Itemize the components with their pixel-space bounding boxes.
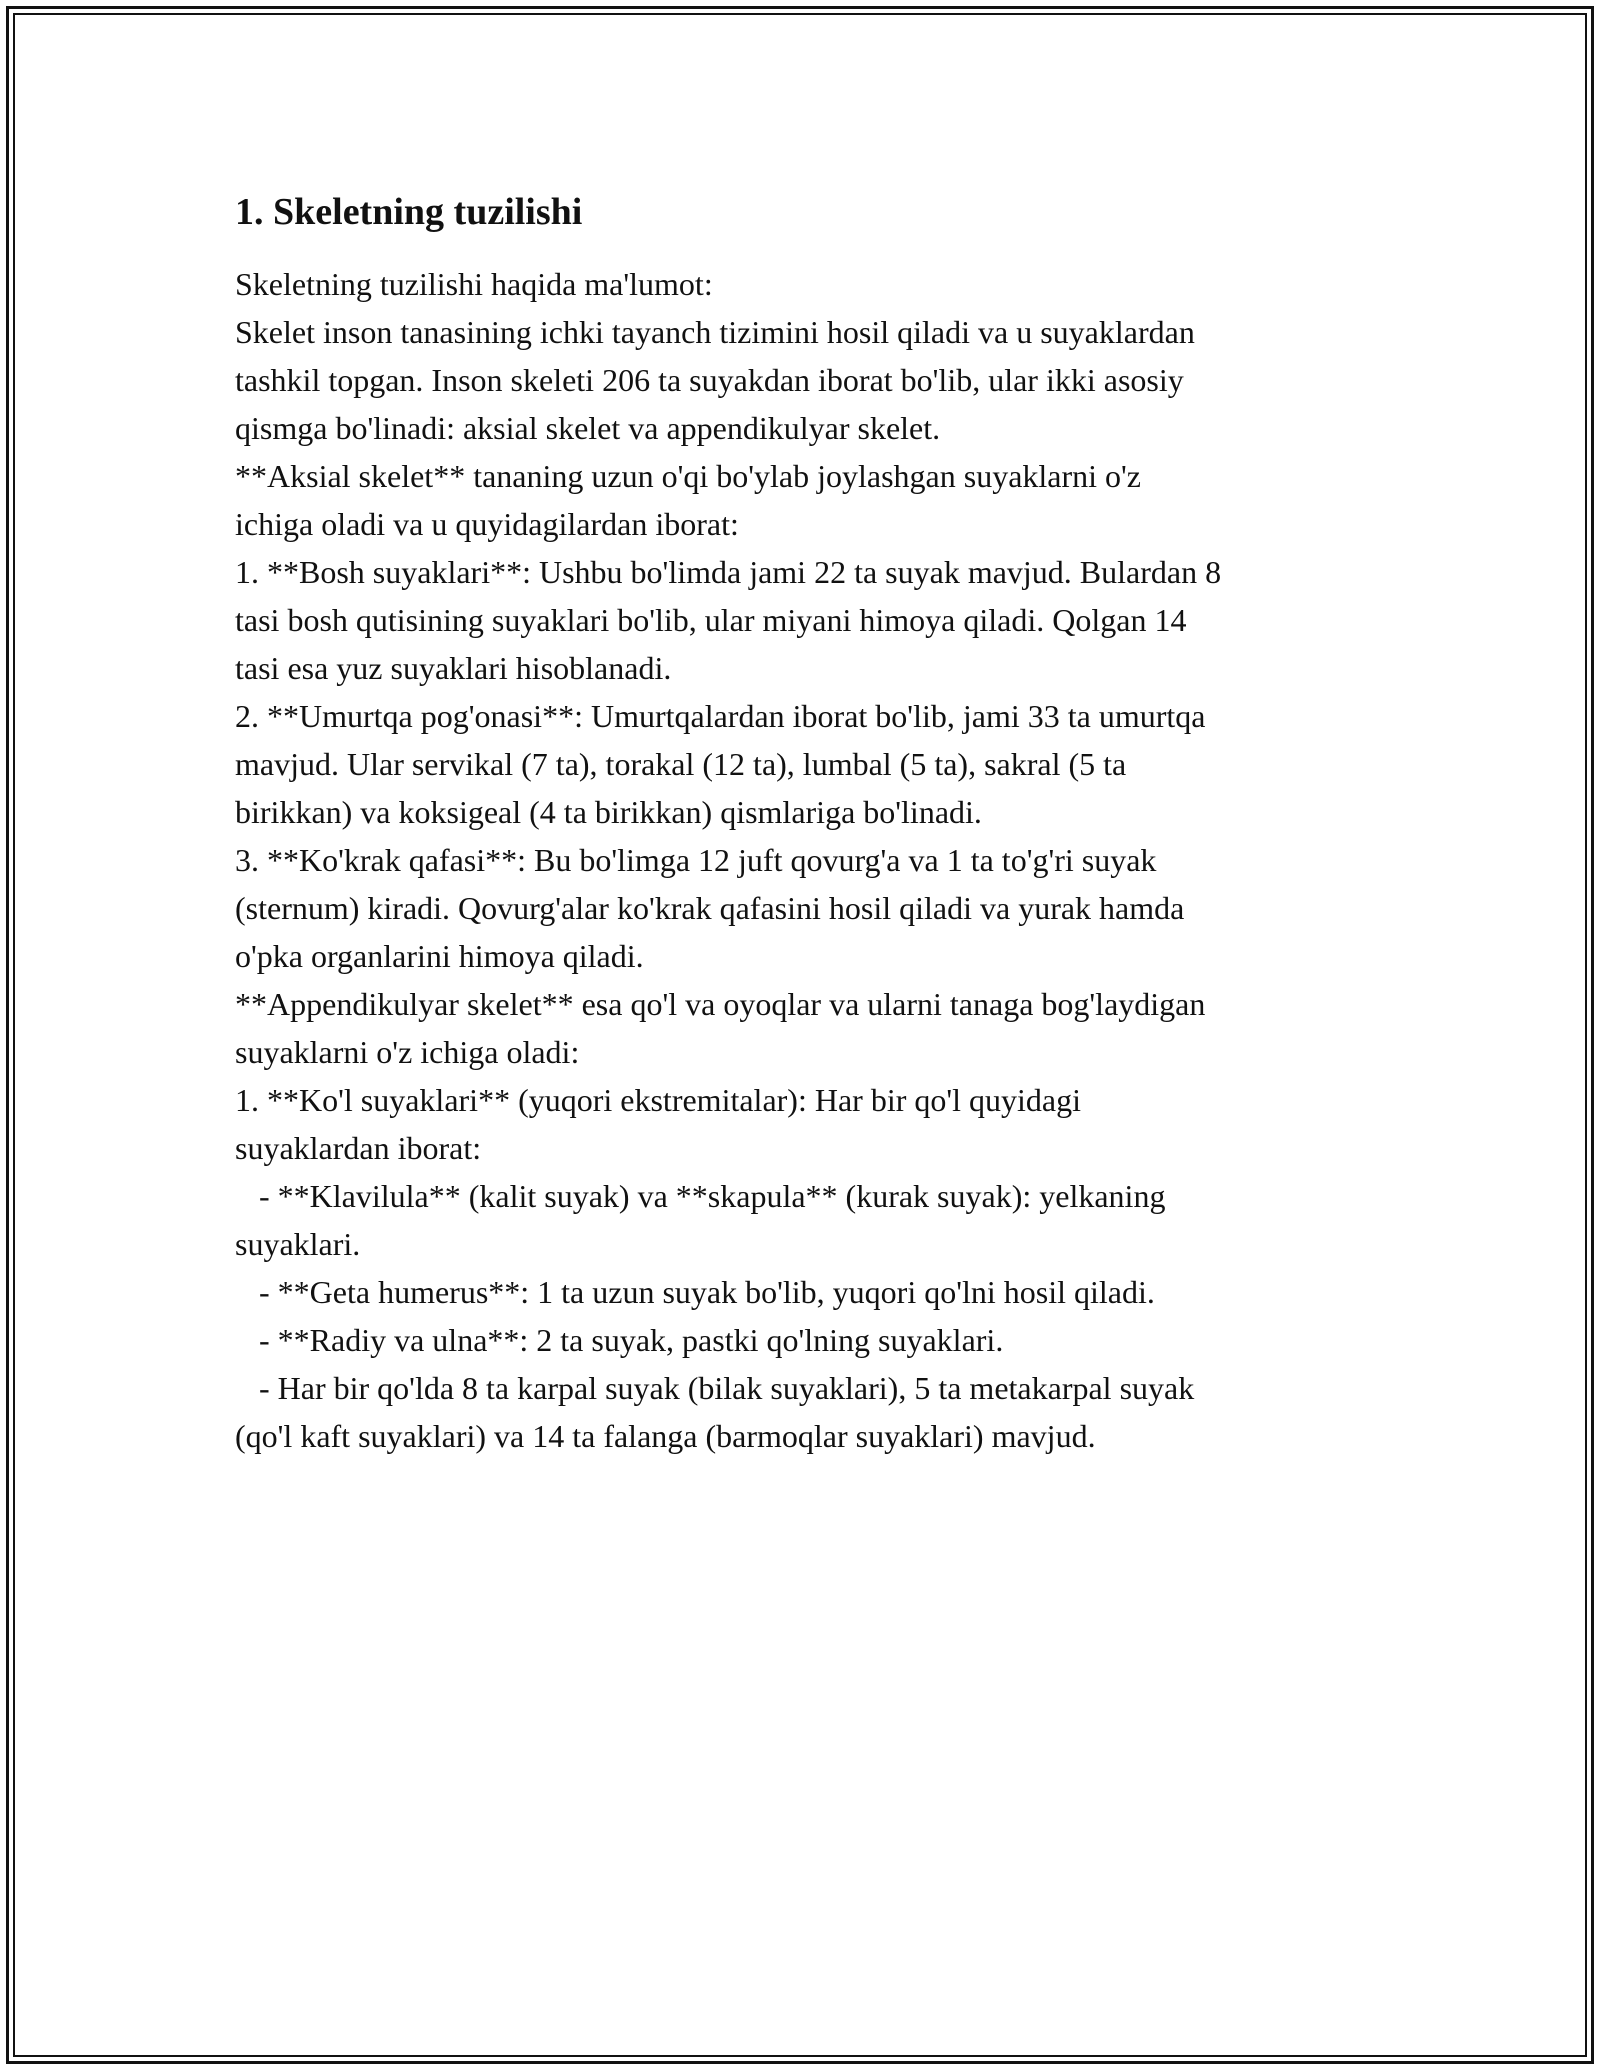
appendicular-skeleton-paragraph: **Appendikulyar skelet** esa qo'l va oyoqlar va ularni tanaga bog'laydigan suyaklarni o'z ichiga oladi: bbox=[235, 986, 1206, 1070]
arm-bones-paragraph: 1. **Ko'l suyaklari** (yuqori ekstremitalar): Har bir qo'l quyidagi suyaklardan iborat: - **Klavilula** (kalit suyak) va **skapula** (kurak suyak): yelkaning suyaklari. - **Geta humerus**: 1 ta uzun suyak bo'lib, yuqori qo'lni hosil qiladi. - **Radiy va ulna**: 2 ta suyak, pastki qo'lning suyaklari. - Har bir qo'lda 8 ta karpal suyak (bilak suyaklari), 5 ta metakarpal suyak (qo'l kaft suyaklari) va 14 ta falanga (barmoqlar suyaklari) mavjud. bbox=[235, 1082, 1195, 1454]
document-body bbox=[235, 186, 1375, 1460]
skeleton-overview-paragraph: Skelet inson tanasining ichki tayanch tizimini hosil qiladi va u suyaklardan tashkil topgan. Inson skeleti 206 ta suyakdan iborat bo'lib, ular ikki asosiy qismga bo'linadi: aksial skelet va appendikulyar skelet. bbox=[235, 314, 1195, 446]
spine-paragraph: 2. **Umurtqa pog'onasi**: Umurtqalardan iborat bo'lib, jami 33 ta umurtqa mavjud. Ular servikal (7 ta), torakal (12 ta), lumbal (5 ta), sakral (5 ta birikkan) va koksigeal (4 ta birikkan) qismlariga bo'linadi. bbox=[235, 698, 1206, 830]
intro-line: Skeletning tuzilishi haqida ma'lumot: bbox=[235, 266, 713, 302]
skull-bones-paragraph: 1. **Bosh suyaklari**: Ushbu bo'limda jami 22 ta suyak mavjud. Bulardan 8 tasi bosh qutisining suyaklari bo'lib, ular miyani himoya qiladi. Qolgan 14 tasi esa yuz suyaklari hisoblanadi. bbox=[235, 554, 1222, 686]
axial-skeleton-paragraph: **Aksial skelet** tananing uzun o'qi bo'ylab joylashgan suyaklarni o'z ichiga oladi va u quyidagilardan iborat: bbox=[235, 458, 1141, 542]
document-heading: 1. Skeletning tuzilishi bbox=[235, 191, 583, 233]
rib-cage-paragraph: 3. **Ko'krak qafasi**: Bu bo'limga 12 juft qovurg'a va 1 ta to'g'ri suyak (sternum) kiradi. Qovurg'alar ko'krak qafasini hosil qiladi va yurak hamda o'pka organlarini himoya qiladi. bbox=[235, 842, 1185, 974]
